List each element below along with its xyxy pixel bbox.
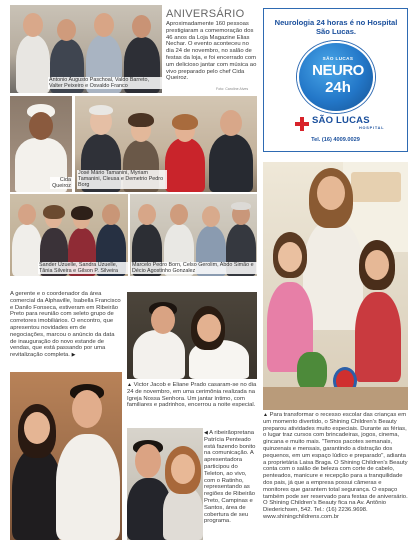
alphaville-text: A gerente e o coordenador da área comercial da Alphaville, Isabella Francisco e Danilo Fonseca, estiveram em Ribeirão Preto para reunião com seleto grupo de corretores imobiliários. O encontro, que apresentou novidades em de negociações, marcou o anúncio da data de inauguração do novo estande de vendas, que está passando por uma revitalização completa. ▶: [10, 291, 121, 359]
neuro-24h-badge: [297, 41, 375, 113]
hospital-sub: HOSPITAL: [359, 126, 385, 130]
photo-woman-with-children: [263, 162, 408, 410]
caption-group3: Marcelo Pedro Born, Celso Gerolim, Abdo Simão e Décio Agostinho Gonzalez: [131, 262, 257, 274]
caption-group1: Antonio Augusto Paschoal, Valdo Barreto, Valter Peixeiro e Osvaldo Franco: [48, 77, 164, 89]
kids-text: ▲ Para transformar o recesso escolar das crianças em um momento divertido, o Shining Children's Beauty preparou atividades muito especiais. Durante as férias, o lugar traz cursos com brincadeiras, jogos, cinema, gincana e muito mais. "Temos pacotes semanais, quinzenais e mensais, garantindo a distração dos pequenos, em um espaço lúdico e preparado", adianta a proprietária Laisa Braga. O Shining Children's Beauty conta com o salão de beleza com corte de cabelo, penteados, manicure e recepção para a tranquilidade dos pais, já que a empresa possui câmeras e monitores que garantem total segurança. O espaço também pode ser reservado para festas de aniversário. O Shining Children's Beauty fica na Av. Antônio Diederichsen, 542. Tel.: (16) 2236.9698. www.shiningchildrens.com.br: [263, 412, 408, 520]
ad-headline: Neurologia 24 horas é no Hospital São Lucas.: [274, 18, 398, 36]
aniversario-text: Aproximadamente 160 pessoas prestigiaram a comemoração dos 46 anos da Loja Magazine Elias Nechar. O evento aconteceu no dia 24 de novembro, no salão de festas da loja, e foi encerrado com um delicioso jantar com música ao vivo preparado pelo chef Cida Queiroz.: [166, 21, 257, 82]
ad-phone: Tel. (16) 4009.0029: [311, 137, 360, 143]
wedding-text: ▲ Victor Jacob e Eliane Prado casaram-se no dia 24 de novembro, em uma cerimônia realizada na Igreja Nossa Senhora. Um jantar íntimo, com familiares e padrinhos, encerrou a noite especial.: [127, 382, 257, 409]
badge-main-text: NEURO: [312, 62, 364, 79]
arrow-right-icon: ▶: [71, 352, 76, 359]
caption-couples-group: José Mário Tamanini, Myriam Tamanini, Cleusa e Demetrio Pedro Borg: [77, 170, 167, 189]
ad-hospital-sao-lucas[interactable]: [263, 8, 408, 152]
reporter-text: ◀ A ribeirãopretana Patrícia Penteado está fazendo bonito na comunicação. A apresentadora participou do Teleton, ao vivo, com o Ratinho, representando as regiões de Ribeirão Preto, Campinas e Santos, área de cobertura de seu programa.: [204, 430, 256, 525]
photo-credit: Foto: Caroline Alves: [216, 87, 249, 91]
arrow-up-icon: ▲: [127, 382, 132, 388]
badge-sub-text: 24h: [325, 79, 351, 96]
badge-top-text: SÃO LUCAS: [322, 56, 354, 61]
hospital-name: SÃO LUCAS: [312, 115, 370, 126]
photo-reporter-ratinho: [127, 428, 203, 540]
section-title-aniversario: ANIVERSÁRIO: [166, 8, 245, 20]
caption-cida: Cida Queiroz: [50, 177, 72, 189]
caption-group2: Sander Uzuelle, Sandra Uzuelle, Tânia Silveira e Gilson P. Silveira: [38, 262, 128, 274]
arrow-up-icon-2: ▲: [263, 412, 268, 418]
photo-alphaville-managers: [10, 372, 122, 540]
photo-wedding-couple: [127, 292, 257, 379]
arrow-left-icon: ◀: [204, 430, 208, 436]
hospital-cross-icon: [295, 117, 309, 131]
